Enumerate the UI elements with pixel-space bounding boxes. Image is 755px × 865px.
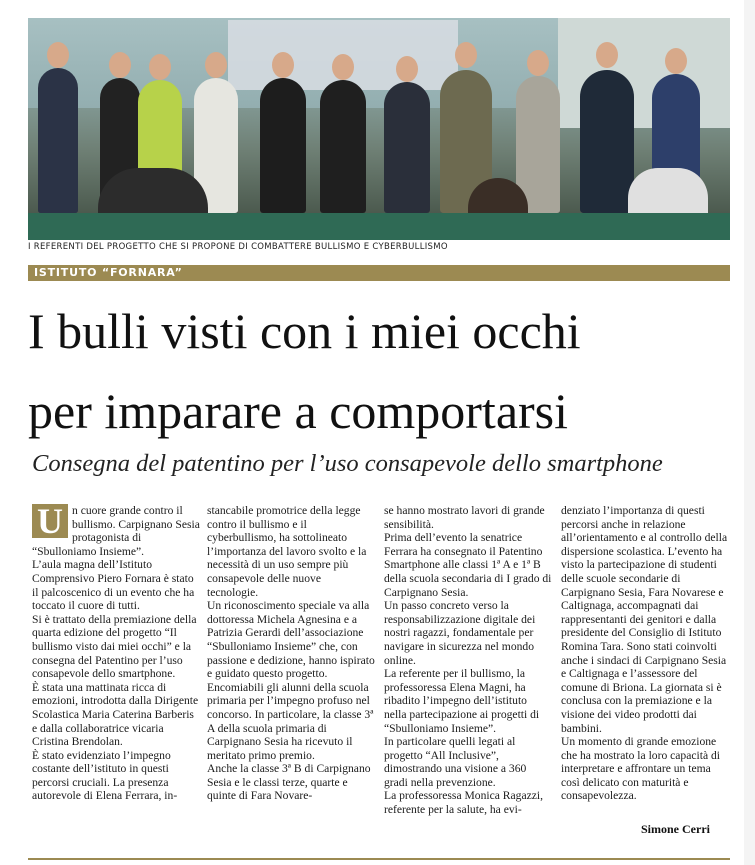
- photo-person: [384, 82, 430, 213]
- paragraph: stancabile promotrice della legge contro il bullismo e il cyberbullismo, ha sottolineato l’importanza del lavoro svolto e la necessità di un uso sempre più consapevole delle nuove tecnologie.: [207, 504, 367, 599]
- paragraph: La professoressa Monica Ragazzi, referente per la salute, ha evi-: [384, 789, 544, 817]
- photo-person-head: [527, 50, 549, 76]
- article-column-4: [561, 504, 729, 803]
- headline-line-1: I bulli visti con i miei occhi: [28, 303, 581, 359]
- paragraph: Prima dell’evento la senatrice Ferrara ha consegnato il Patentino Smartphone alle classi 1ª A e 1ª B della scuola secondaria di I grado di Carpignano Sesia.: [384, 531, 552, 599]
- photo-person-head: [332, 54, 354, 80]
- paragraph: È stato evidenziato l’impegno costante dell’istituto in questi percorsi cruciali. La presenza autorevole di Elena Ferrara, in-: [32, 748, 178, 803]
- headline-line-2: per imparare a comportarsi: [28, 383, 569, 439]
- paragraph: n cuore grande contro il bullismo. Carpignano Sesia protagonista di “Sbulloniamo Insieme”.: [32, 504, 200, 558]
- bottom-divider: [28, 858, 730, 860]
- section-label: ISTITUTO “FORNARA”: [34, 266, 183, 279]
- article-column-2: [207, 504, 375, 803]
- photo-caption: I REFERENTI DEL PROGETTO CHE SI PROPONE DI COMBATTERE BULLISMO E CYBERBULLISMO: [28, 242, 448, 252]
- author-byline: Simone Cerri: [641, 822, 710, 836]
- photo-seats: [28, 213, 730, 240]
- photo-person-head: [396, 56, 418, 82]
- photo-person-head: [455, 42, 477, 68]
- photo-person: [320, 80, 366, 213]
- paragraph: Un momento di grande emozione che ha mostrato la loro capacità di interpretare e affrontare un tema così delicato con maturità e consapevolezza.: [561, 735, 721, 803]
- photo-person: [38, 68, 78, 213]
- paragraph: Anche la classe 3ª B di Carpignano Sesia e le classi terze, quarte e quinte di Fara Novare-: [207, 762, 371, 803]
- paragraph: È stata una mattinata ricca di emozioni, introdotta dalla Dirigente Scolastica Maria Caterina Barberis e dalla collaboratrice vicaria Cristina Brendolan.: [32, 680, 199, 749]
- dropcap: U: [32, 504, 68, 538]
- paragraph: denziato l’importanza di questi percorsi anche in relazione all’orientamento e al controllo della dispersione scolastica. L’evento ha visto la partecipazione di studenti delle scuole secondarie di Carpignano Sesia, Fara Novarese e Caltignaga, accompagnati dai rappresentanti dei genitori e dalla presidente del Consiglio di Istituto Romina Tara. Sono stati coinvolti anche i sindaci di Carpignano Sesia e Caltignaga e l’assessore del comune di Briona. La giornata si è conclusa con la premiazione e la visione dei video prodotti dai bambini.: [561, 504, 728, 735]
- photo-person: [260, 78, 306, 213]
- photo-person-head: [205, 52, 227, 78]
- photo-person-head: [109, 52, 131, 78]
- photo-person-head: [665, 48, 687, 74]
- photo-person-head: [149, 54, 171, 80]
- paragraph: In particolare quelli legati al progetto “All Inclusive”, dimostrando una visione a 360 gradi nella prevenzione.: [384, 735, 527, 789]
- photo-person-head: [596, 42, 618, 68]
- paragraph: Un riconoscimento speciale va alla dottoressa Michela Agnesina e a Patrizia Gerardi dell’associazione “Sbulloniamo Insieme” che, con passione e dedizione, hanno ispirato e guidato questo progetto. Encomiabili gli alunni della scuola primaria per l’impegno profuso nel concorso. In particolare, la classe 3ª A della scuola primaria di Carpignano Sesia ha ricevuto il meritato primo premio.: [207, 599, 375, 762]
- page-edge: [744, 0, 755, 865]
- paragraph: La referente per il bullismo, la professoressa Elena Magni, ha ribadito l’impegno dell’istituto nella partecipazione ai progetti di “Sbulloniamo Insieme”.: [384, 667, 540, 735]
- section-bar: [28, 265, 730, 281]
- paragraph: Si è trattato della premiazione della quarta edizione del progetto “Il bullismo visto dai miei occhi” e la consegna del Patentino per l’uso consapevole dello smartphone.: [32, 612, 197, 681]
- paragraph: se hanno mostrato lavori di grande sensibilità.: [384, 504, 545, 531]
- article-photo: [28, 18, 730, 240]
- photo-person: [580, 70, 634, 213]
- article-column-1: [32, 501, 200, 803]
- paragraph: L’aula magna dell’Istituto Comprensivo Piero Fornara è stato il palcoscenico di un evento che ha toccato il cuore di tutti.: [32, 558, 195, 613]
- article-column-3: [384, 504, 552, 817]
- paragraph: Un passo concreto verso la responsabilizzazione digitale dei nostri ragazzi, fondamentale per navigare in sicurezza nel mondo online.: [384, 599, 536, 667]
- photo-person-head: [272, 52, 294, 78]
- photo-person-head: [47, 42, 69, 68]
- subheadline: Consegna del patentino per l’uso consapevole dello smartphone: [32, 450, 663, 477]
